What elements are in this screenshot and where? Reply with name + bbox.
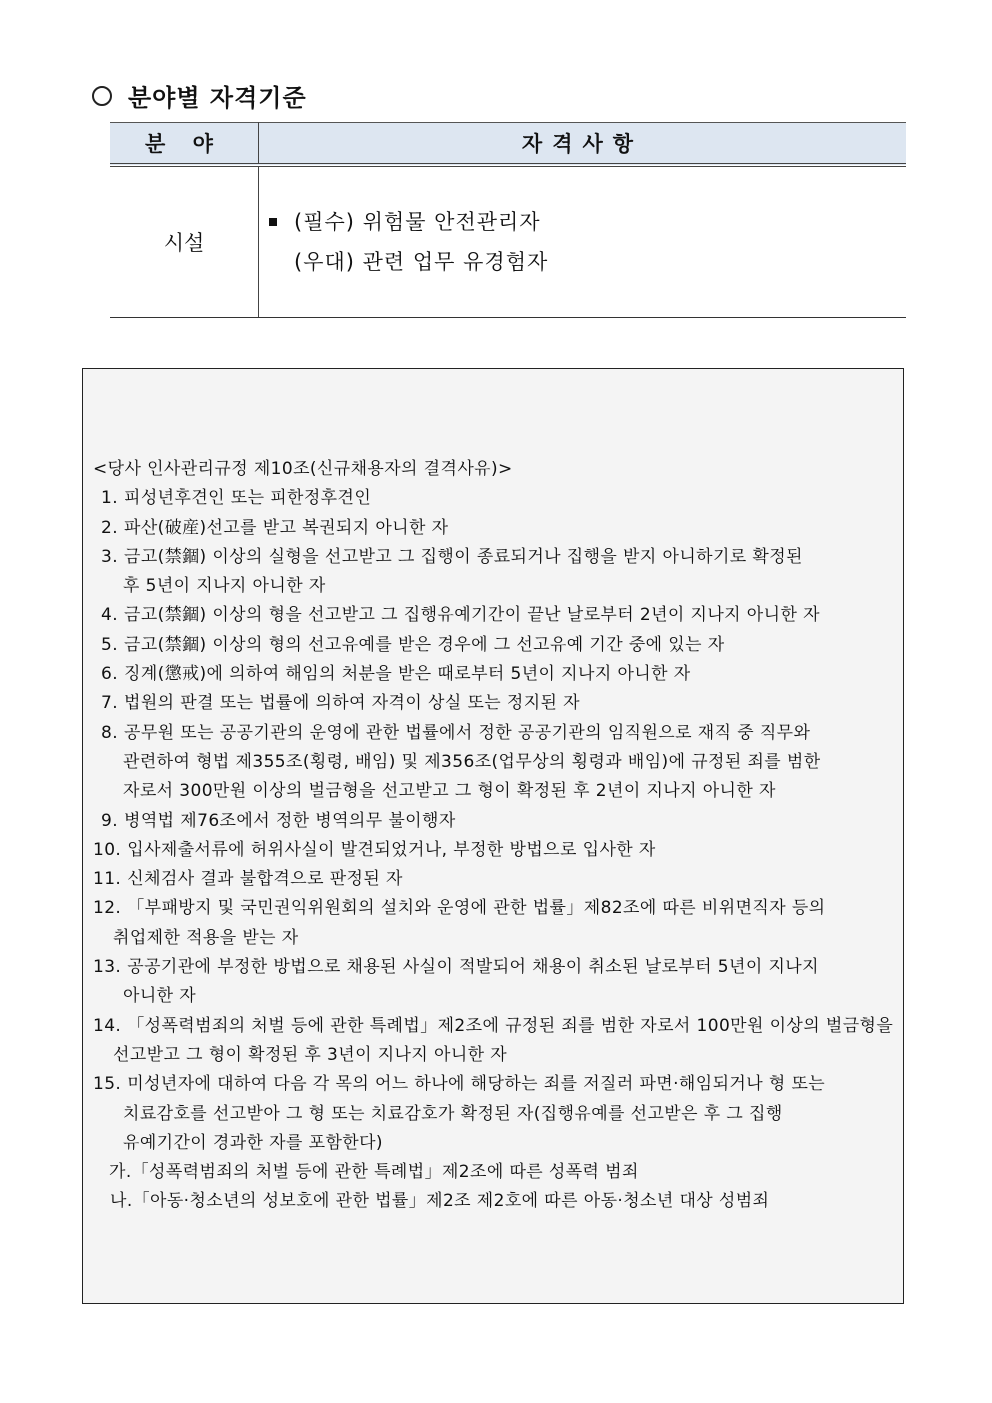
requirement-line: [267, 202, 906, 242]
list-item-number: 2.: [101, 517, 119, 538]
list-item-continuation: 선고받고 그 형이 확정된 후 3년이 지나지 아니한 자: [113, 1044, 508, 1065]
list-item: [93, 484, 893, 513]
requirements-cell: [259, 165, 907, 318]
list-item-number: 9.: [101, 810, 119, 831]
qualification-table: [110, 122, 906, 318]
list-item-number: 14.: [93, 1015, 122, 1036]
list-item-text: 파산(破産)선고를 받고 복권되지 아니한 자: [124, 517, 449, 538]
list-item-number: 6.: [101, 664, 119, 685]
list-item-text: 금고(禁錮) 이상의 형을 선고받고 그 집행유예기간이 끝난 날로부터 2년이 지나지 아니한 자: [124, 605, 820, 626]
list-item-continuation: 자로서 300만원 이상의 벌금형을 선고받고 그 형이 확정된 후 2년이 지나지 아니한 자: [123, 781, 776, 802]
section-title: [92, 78, 307, 113]
list-item-line: [93, 543, 893, 572]
list-item-text: 공무원 또는 공공기관의 운영에 관한 법률에서 정한 공공기관의 임직원으로 재직 중 직무와: [124, 722, 811, 743]
list-item-text: 공공기관에 부정한 방법으로 채용된 사실이 적발되어 채용이 취소된 날로부터 5년이 지나지: [127, 957, 819, 978]
list-item-number: 1.: [101, 488, 119, 509]
list-item: [93, 894, 893, 953]
list-item-number: 3.: [101, 546, 119, 567]
list-item: [93, 689, 893, 718]
list-item: [93, 807, 893, 836]
list-item-number: 5.: [101, 634, 119, 655]
list-item: [93, 1070, 893, 1158]
list-item-line: [93, 1012, 893, 1041]
list-item-line: [93, 807, 893, 836]
header-field: 분 야: [110, 123, 259, 166]
list-item-text: 신체검사 결과 불합격으로 판정된 자: [127, 869, 403, 890]
list-item-text: 「부패방지 및 국민권익위원회의 설치와 운영에 관한 법률」제82조에 따른 비위면직자 등의: [127, 898, 826, 919]
list-item-text: 법원의 판결 또는 법률에 의하여 자격이 상실 또는 정지된 자: [124, 693, 580, 714]
disqualification-box: [82, 368, 904, 1304]
list-item-text: 금고(禁錮) 이상의 실형을 선고받고 그 집행이 종료되거나 집행을 받지 아니하기로 확정된: [124, 546, 803, 567]
list-item-text: 징계(懲戒)에 의하여 해임의 처분을 받은 때로부터 5년이 지나지 아니한 자: [124, 664, 691, 685]
list-item-line: [93, 689, 893, 718]
list-item: [93, 543, 893, 602]
list-item: [93, 660, 893, 689]
list-item-continuation: 취업제한 적용을 받는 자: [113, 927, 299, 948]
list-item-number: 11.: [93, 869, 122, 890]
list-item-number: 8.: [101, 722, 119, 743]
list-item-continuation: 유예기간이 경과한 자를 포함한다): [123, 1132, 383, 1153]
list-item-line: [93, 631, 893, 660]
circle-bullet-icon: [92, 86, 112, 106]
header-requirements: 자격사항: [259, 123, 907, 166]
list-item-line: [93, 953, 893, 982]
list-item-number: 4.: [101, 605, 119, 626]
list-item: [93, 836, 893, 865]
list-item-continuation: 치료감호를 선고받아 그 형 또는 치료감호가 확정된 자(집행유예를 선고받은 후 그 집행: [123, 1103, 783, 1124]
list-item-text: 「성폭력범죄의 처벌 등에 관한 특례법」제2조에 규정된 죄를 범한 자로서 100만원 이상의 벌금형을: [127, 1015, 894, 1036]
list-item-number: 10.: [93, 839, 122, 860]
disqualification-sublist: [93, 1158, 893, 1217]
list-item-line: [93, 894, 893, 923]
list-item-text: 피성년후견인 또는 피한정후견인: [124, 488, 372, 509]
list-item-line: [93, 601, 893, 630]
table-row: [110, 165, 906, 318]
list-item-line: [93, 836, 893, 865]
list-item-text: 입사제출서류에 허위사실이 발견되었거나, 부정한 방법으로 입사한 자: [127, 839, 656, 860]
list-item: [93, 865, 893, 894]
requirement-line: [267, 242, 906, 282]
list-item-line: [93, 660, 893, 689]
list-item-line: [93, 484, 893, 513]
list-item-text: 병역법 제76조에서 정한 병역의무 불이행자: [124, 810, 456, 831]
list-item-number: 7.: [101, 693, 119, 714]
list-item: [93, 514, 893, 543]
list-item-continuation: 아니한 자: [123, 986, 197, 1007]
list-item: [93, 719, 893, 807]
sub-list-item: 나.「아동·청소년의 성보호에 관한 법률」제2조 제2호에 따른 아동·청소년 대상 성범죄: [110, 1191, 770, 1212]
list-item-line: [93, 1070, 893, 1099]
list-item-line: [93, 865, 893, 894]
list-item: [93, 953, 893, 1012]
disqualification-list: [93, 484, 893, 1158]
list-item-text: 금고(禁錮) 이상의 형의 선고유예를 받은 경우에 그 선고유예 기간 중에 있는 자: [124, 634, 725, 655]
disqualification-content: [93, 455, 893, 1217]
requirement-preferred: (우대) 관련 업무 유경험자: [294, 250, 549, 274]
table-header-row: [110, 123, 906, 166]
field-cell: 시설: [110, 165, 259, 318]
list-item-number: 13.: [93, 957, 122, 978]
list-item-continuation: 관련하여 형법 제355조(횡령, 배임) 및 제356조(업무상의 횡령과 배임)에 규정된 죄를 범한: [123, 751, 821, 772]
list-item: [93, 601, 893, 630]
section-title-text: 분야별 자격기준: [128, 83, 307, 112]
list-item-text: 미성년자에 대하여 다음 각 목의 어느 하나에 해당하는 죄를 저질러 파면·해임되거나 형 또는: [127, 1074, 826, 1095]
disqualification-heading: <당사 인사관리규정 제10조(신규채용자의 결격사유)>: [93, 459, 513, 479]
requirement-required: (필수) 위험물 안전관리자: [294, 210, 541, 234]
list-item-line: [93, 719, 893, 748]
list-item-continuation: 후 5년이 지나지 아니한 자: [123, 576, 326, 597]
sub-list-item: 가.「성폭력범죄의 처벌 등에 관한 특례법」제2조에 따른 성폭력 범죄: [109, 1162, 639, 1183]
square-bullet-icon: [269, 218, 277, 226]
list-item-number: 12.: [93, 898, 122, 919]
list-item-line: [93, 514, 893, 543]
list-item: [93, 1012, 893, 1071]
list-item: [93, 631, 893, 660]
list-item-number: 15.: [93, 1074, 122, 1095]
